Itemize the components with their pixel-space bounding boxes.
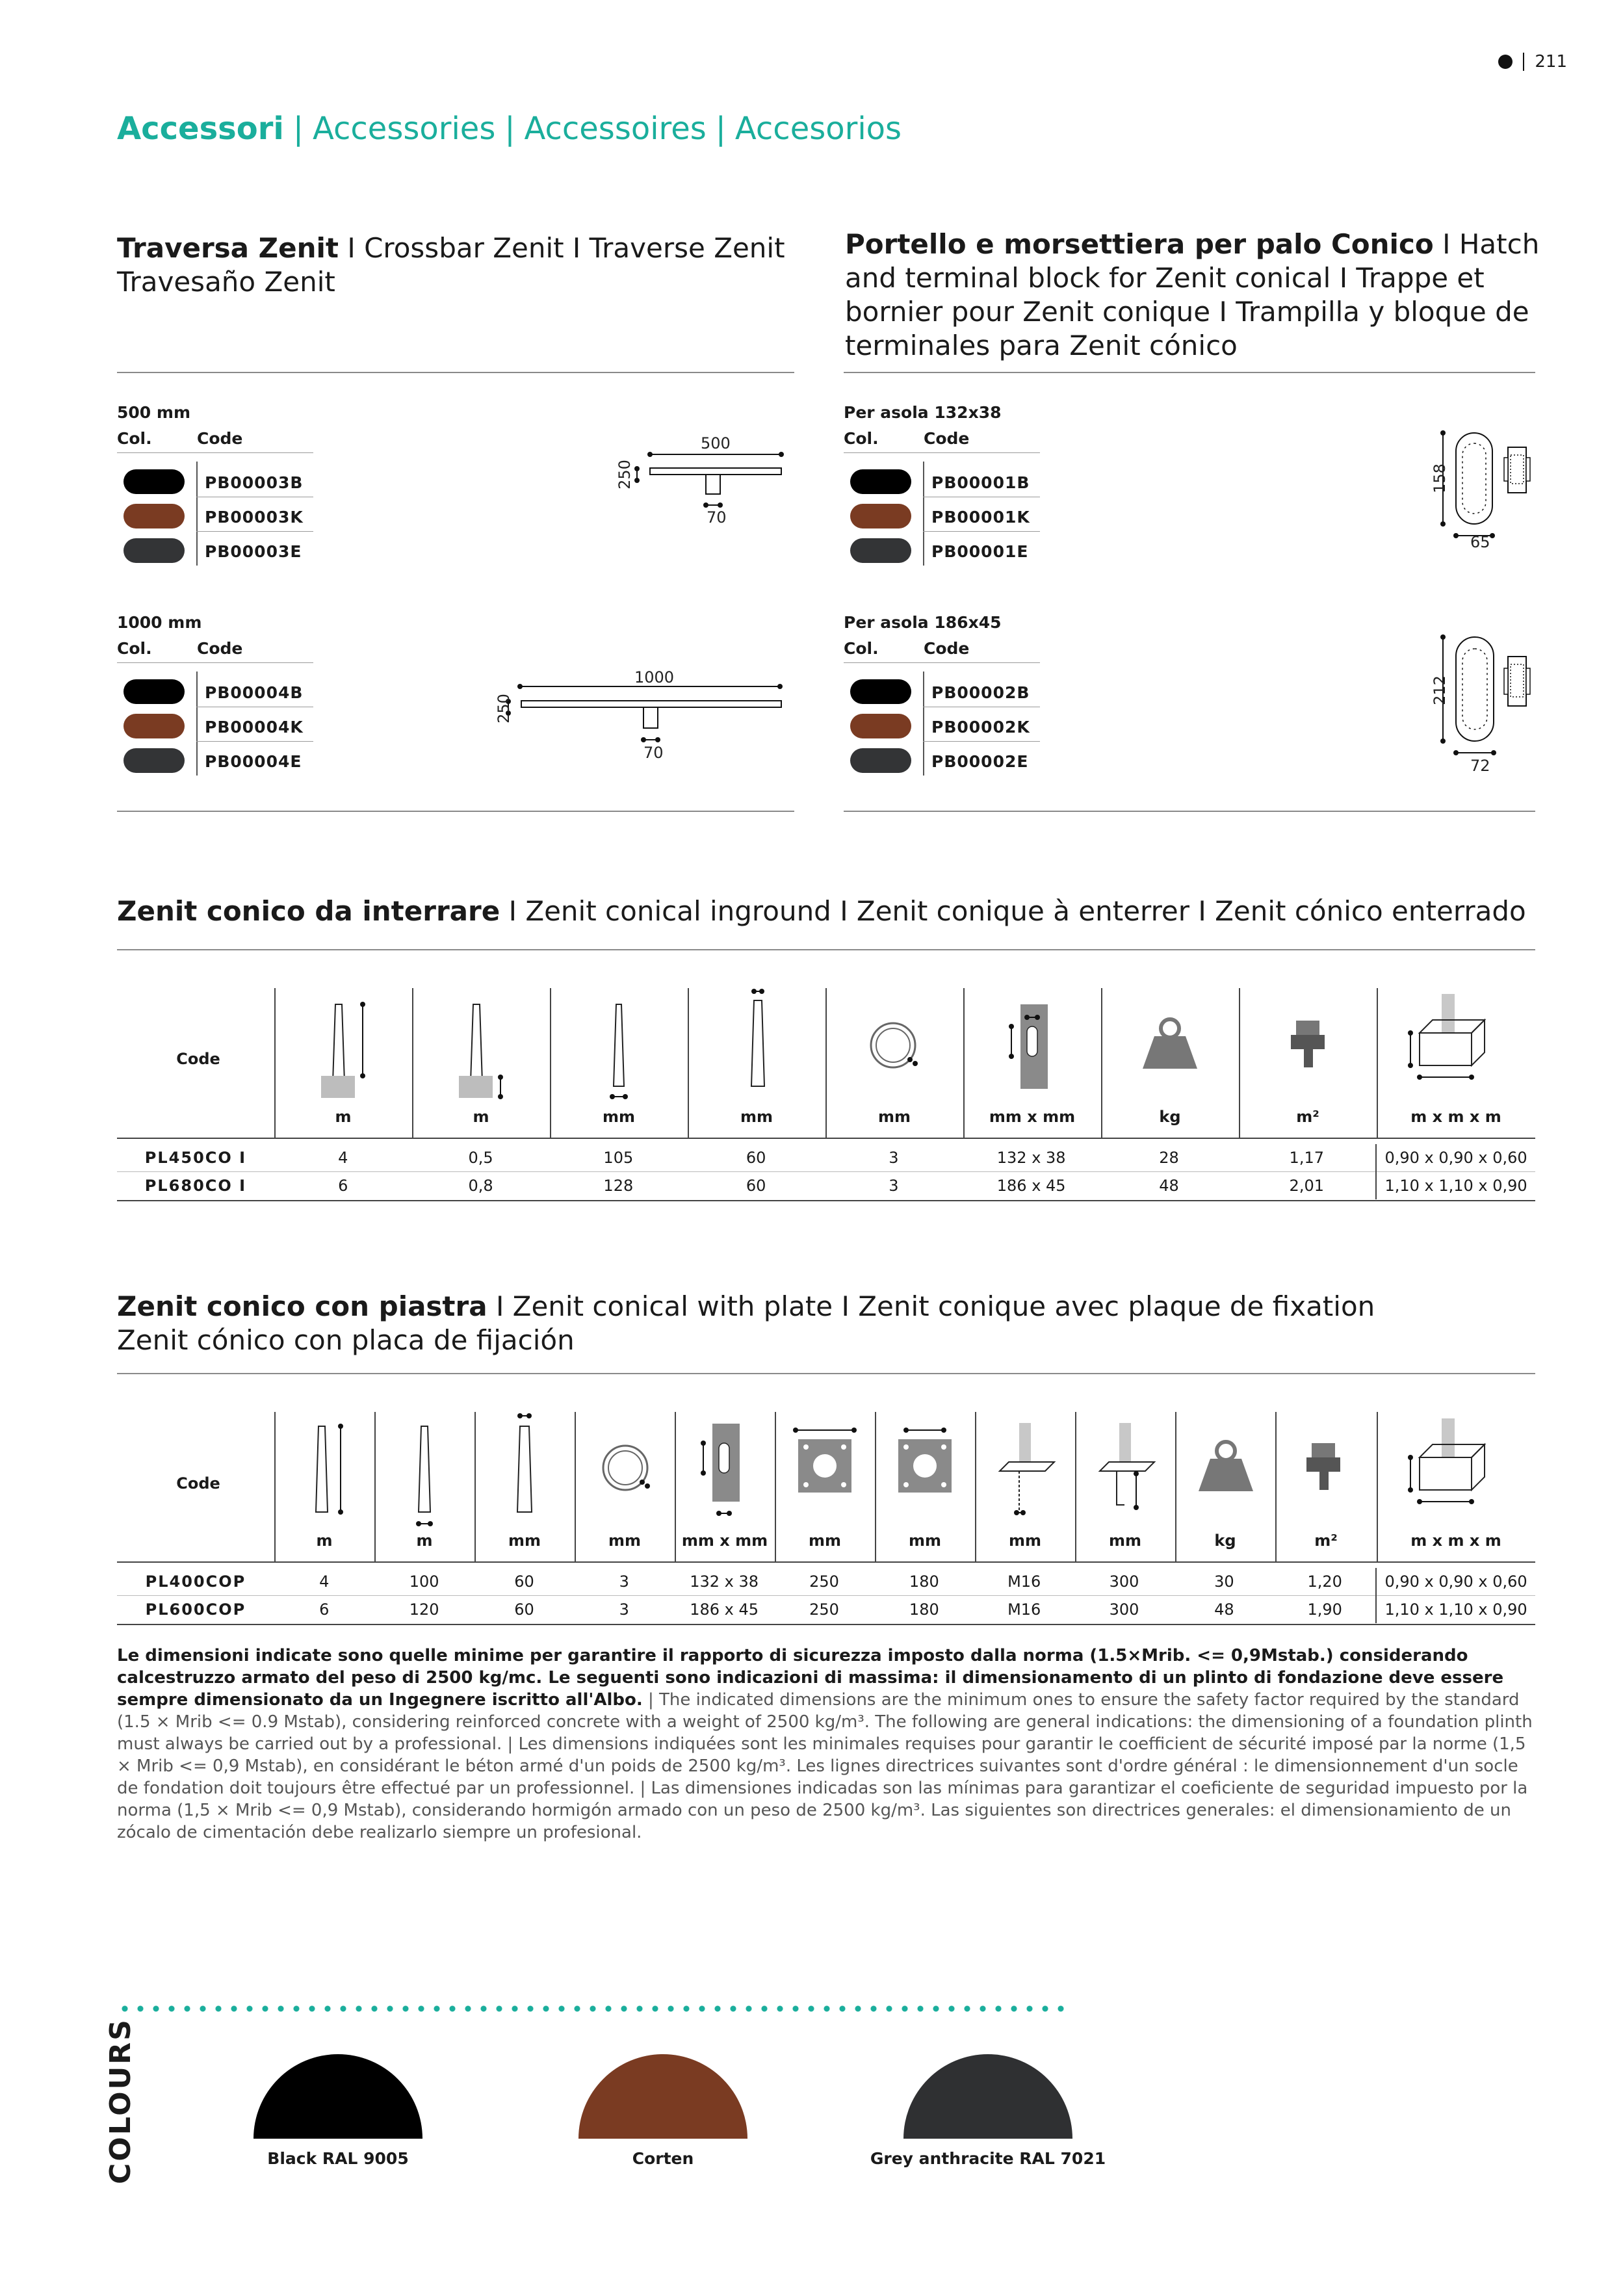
dim-base: 70: [643, 744, 664, 762]
table-cell: 1,20: [1307, 1572, 1342, 1591]
divider: [117, 1624, 1535, 1625]
table-cell: 48: [1159, 1177, 1179, 1195]
table-cell: 250: [809, 1572, 839, 1591]
swatch-corten: [123, 504, 185, 528]
header-en: Accessories: [313, 111, 496, 147]
row-code: PL450CO I: [144, 1149, 247, 1167]
unit-label: m: [416, 1532, 433, 1550]
header-es: Accesorios: [734, 111, 902, 147]
table-cell: 2,01: [1289, 1177, 1324, 1195]
unit-label: mm x mm: [681, 1532, 768, 1550]
swatch-grey: [123, 748, 185, 773]
table-cell: 300: [1109, 1572, 1139, 1591]
plate-size-icon: [789, 1424, 861, 1508]
pole-top-diameter-icon: [499, 1409, 551, 1526]
table-cell: 105: [603, 1149, 634, 1167]
foundation-icon: [1404, 991, 1495, 1089]
dim-width: 1000: [634, 668, 675, 686]
divider: [844, 372, 1535, 373]
product-code: PB00002B: [931, 683, 1030, 702]
plate-title: [117, 1290, 1547, 1357]
product-code: PB00001E: [931, 542, 1029, 561]
divider: [844, 662, 1040, 663]
dim-width: 500: [701, 434, 731, 452]
plate-title-bold: Zenit conico con piastra: [117, 1290, 487, 1322]
dim-height: 158: [1430, 463, 1449, 493]
crossbar-title: Traversa Zenit I Crossbar Zenit I Traverse Zenit Travesaño Zenit: [117, 232, 785, 298]
table-cell: 0,8: [468, 1177, 493, 1195]
table-cell: 3: [619, 1572, 629, 1591]
colour-swatch-black: [253, 2054, 422, 2139]
unit-label: m x m x m: [1410, 1108, 1501, 1126]
swatch-black: [123, 469, 185, 494]
crossbar-title-es: Travesaño Zenit: [117, 266, 335, 298]
inground-title-bold: Zenit conico da interrare: [117, 895, 500, 927]
unit-label: mm: [908, 1532, 941, 1550]
divider: [117, 1373, 1535, 1374]
dim-base: 70: [707, 508, 727, 527]
foundation-icon: [1404, 1416, 1495, 1513]
divider: [117, 949, 1535, 950]
slot-size-icon: [998, 998, 1070, 1102]
col-header: Col.: [117, 639, 152, 658]
table-cell: 180: [909, 1600, 939, 1619]
row-code: PL680CO I: [144, 1177, 247, 1195]
table-cell: 1,10 x 1,10 x 0,90: [1376, 1172, 1535, 1200]
inground-title-rest: I Zenit conical inground I Zenit conique à enterrer I Zenit cónico enterrado: [508, 895, 1526, 927]
divider: [923, 672, 924, 776]
header-fr: Accessoires: [524, 111, 707, 147]
unit-label: m: [335, 1108, 352, 1126]
bolt-spacing-icon: [889, 1424, 961, 1508]
colours-label: COLOURS: [104, 2018, 137, 2184]
hatch-title-rest: I Hatch and terminal block for Zenit conical I Trappe et bornier pour Zenit conique I Trampilla y bloque de terminales para Zenit cónico: [845, 228, 1540, 361]
product-code: PB00001K: [931, 508, 1030, 527]
code-header: Code: [176, 1050, 220, 1068]
table-cell: 6: [338, 1177, 348, 1195]
thickness-icon: [862, 1014, 927, 1079]
divider: [196, 531, 313, 532]
product-code: PB00003K: [205, 508, 304, 527]
swatch-grey: [850, 748, 911, 773]
swatch-grey: [850, 538, 911, 563]
inground-title: [117, 894, 1547, 928]
divider: [117, 1561, 1535, 1563]
table-cell: 60: [746, 1177, 766, 1195]
note-it: Le dimensioni indicate sono quelle minime per garantire il rapporto di sicurezza imposto dalla norma (1.5×Mrib. <= 0,9Mstab.) considerando calcestruzzo armato del peso di 2500 kg/mc. Le seguenti sono indicazioni di massima: il dimensionamento di un plinto di fondazione deve essere sempre dimensionato da un Ingegnere iscritto all'Albo.: [117, 1646, 1504, 1710]
unit-label: kg: [1159, 1108, 1181, 1126]
dim-width: 72: [1470, 757, 1490, 775]
table-cell: 6: [319, 1600, 330, 1619]
section-header: Accessori | Accessories | Accessoires | Accesorios: [117, 111, 902, 147]
table-cell: 186 x 45: [996, 1177, 1066, 1195]
table-cell: 132 x 38: [690, 1572, 759, 1591]
table-cell: M16: [1007, 1572, 1041, 1591]
swatch-black: [850, 679, 911, 704]
dotted-divider: [117, 2005, 1066, 2012]
unit-label: m: [473, 1108, 489, 1126]
weight-icon: [1137, 1014, 1202, 1079]
pole-height-icon: [312, 998, 377, 1102]
divider: [117, 372, 794, 373]
unit-label: mm: [740, 1108, 773, 1126]
table-cell: 186 x 45: [690, 1600, 759, 1619]
divider: [117, 662, 313, 663]
row-code: PL400COP: [145, 1572, 246, 1591]
table-row: [117, 1144, 1535, 1172]
code-header: Code: [197, 639, 243, 658]
divider: [923, 741, 1040, 742]
unit-label: mm: [877, 1108, 911, 1126]
product-code: PB00001B: [931, 473, 1030, 492]
divider: [923, 462, 924, 566]
anchor-bolt-icon: [991, 1420, 1062, 1531]
header-main: Accessori: [117, 111, 284, 147]
col-header: Col.: [117, 429, 152, 448]
divider: [117, 811, 794, 812]
swatch-corten: [850, 714, 911, 738]
product-code: PB00002K: [931, 718, 1030, 737]
code-header: Code: [176, 1474, 220, 1493]
swatch-black: [123, 679, 185, 704]
divider: [196, 462, 198, 566]
group-size: 1000 mm: [117, 613, 202, 632]
swatch-corten: [850, 504, 911, 528]
product-code: PB00004E: [205, 752, 302, 771]
unit-label: kg: [1214, 1532, 1236, 1550]
product-code: PB00002E: [931, 752, 1029, 771]
divider: [117, 1138, 1535, 1139]
divider: [1523, 53, 1524, 71]
colour-swatch-corten: [578, 2054, 747, 2139]
table-cell: 60: [514, 1600, 534, 1619]
dim-height: 250: [615, 460, 634, 489]
table-cell: 180: [909, 1572, 939, 1591]
product-code: PB00003E: [205, 542, 302, 561]
swatch-black: [850, 469, 911, 494]
colour-name: Black RAL 9005: [267, 2149, 409, 2168]
divider: [117, 452, 313, 453]
table-cell: 3: [889, 1177, 899, 1195]
page-number: [1498, 52, 1567, 72]
table-row: [117, 1172, 1535, 1200]
divider: [196, 741, 313, 742]
weight-icon: [1193, 1437, 1258, 1502]
table-cell: 120: [409, 1600, 439, 1619]
table-row: [117, 1596, 1535, 1624]
table-cell: 4: [319, 1572, 330, 1591]
table-cell: 0,90 x 0,90 x 0,60: [1376, 1568, 1535, 1596]
pole-top-diameter-icon: [725, 985, 790, 1102]
unit-label: mm: [508, 1532, 541, 1550]
divider: [844, 452, 1040, 453]
swatch-grey: [123, 538, 185, 563]
plate-table: [117, 1568, 1535, 1623]
unit-label: mm: [1008, 1532, 1041, 1550]
unit-label: mm: [602, 1108, 635, 1126]
unit-label: m x m x m: [1410, 1532, 1501, 1550]
table-cell: 0,5: [468, 1149, 493, 1167]
unit-label: mm x mm: [989, 1108, 1076, 1126]
table-cell: 60: [746, 1149, 766, 1167]
pole-base-diameter-icon: [399, 1417, 451, 1534]
plate-title-es: Zenit cónico con placa de fijación: [117, 1324, 575, 1356]
table-cell: 30: [1214, 1572, 1234, 1591]
inground-table: [117, 1144, 1535, 1199]
product-code: PB00004B: [205, 683, 304, 702]
table-cell: 4: [338, 1149, 348, 1167]
row-code: PL600COP: [145, 1600, 246, 1619]
colour-name: Grey anthracite RAL 7021: [870, 2149, 1106, 2168]
code-header: Code: [924, 639, 970, 658]
crossbar-title-rest: Crossbar Zenit I Traverse Zenit: [364, 232, 785, 264]
wind-area-icon: [1293, 1437, 1358, 1502]
pole-inground-icon: [450, 998, 515, 1102]
table-cell: 60: [514, 1572, 534, 1591]
table-cell: 128: [603, 1177, 634, 1195]
table-cell: M16: [1007, 1600, 1041, 1619]
table-cell: 300: [1109, 1600, 1139, 1619]
dimension-note: [117, 1645, 1540, 1844]
table-cell: 132 x 38: [996, 1149, 1066, 1167]
thickness-icon: [594, 1437, 659, 1502]
hatch-title-bold: Portello e morsettiera per palo Conico: [845, 228, 1434, 260]
code-header: Code: [924, 429, 970, 448]
unit-label: m: [316, 1532, 333, 1550]
table-cell: 100: [409, 1572, 439, 1591]
unit-label: m²: [1314, 1532, 1338, 1550]
table-cell: 28: [1159, 1149, 1179, 1167]
divider: [923, 531, 1040, 532]
note-translations: | The indicated dimensions are the minimum ones to ensure the safety factor required by the standard (1.5 × Mrib <= 0.9 Mstab), considering reinforced concrete with a weight of 2500 kg/m³. The following are general indications: the dimensioning of a foundation plinth must always be carried out by a professional. | Les dimensions indiquées sont les minimales requises pour garantir le coefficient de sécurité imposé par la norme (1,5 × Mrib <= 0,9 Mstab), en considérant le béton armé d'un poids de 2500 kg/m³. Les lignes directrices suivantes sont d'ordre général : le dimensionnement d'un socle de fondation doit toujours être effectué par un professionnel. | Las dimensiones indicadas son las mínimas para garantizar el coeficiente de seguridad impuesto por la norma (1,5 × Mrib <= 0,9 Mstab), considerando hormigón armado con un peso de 2500 kg/m³. Las siguientes son directrices generales: el dimensionamiento de un zócalo de cimentación debe realizarlo siempre un profesional.: [117, 1690, 1533, 1842]
group-size: Per asola 132x38: [844, 403, 1002, 422]
dim-height: 250: [494, 694, 513, 724]
plate-title-rest: I Zenit conical with plate I Zenit conique avec plaque de fixation: [495, 1290, 1375, 1322]
slot-size-icon: [690, 1417, 762, 1521]
divider: [196, 672, 198, 776]
unit-label: mm: [608, 1532, 641, 1550]
dim-width: 65: [1470, 533, 1490, 551]
code-header: Code: [197, 429, 243, 448]
pole-height-icon: [299, 1417, 351, 1521]
col-header: Col.: [844, 639, 879, 658]
divider: [844, 811, 1535, 812]
unit-label: mm: [808, 1532, 841, 1550]
col-header: Col.: [844, 429, 879, 448]
divider: [117, 1200, 1535, 1201]
hatch-title: [845, 228, 1547, 363]
table-cell: 1,10 x 1,10 x 0,90: [1376, 1596, 1535, 1624]
colour-name: Corten: [632, 2149, 694, 2168]
table-row: [117, 1568, 1535, 1596]
unit-label: mm: [1108, 1532, 1141, 1550]
product-code: PB00003B: [205, 473, 304, 492]
table-cell: 1,90: [1307, 1600, 1342, 1619]
page-number-text: 211: [1535, 52, 1567, 72]
wind-area-icon: [1278, 1014, 1343, 1079]
group-size: Per asola 186x45: [844, 613, 1002, 632]
anchor-length-icon: [1091, 1420, 1162, 1531]
crossbar-title-bold: Traversa Zenit: [117, 232, 339, 264]
dim-height: 212: [1430, 675, 1449, 705]
table-cell: 3: [889, 1149, 899, 1167]
bullet-icon: [1498, 55, 1513, 69]
table-cell: 0,90 x 0,90 x 0,60: [1376, 1144, 1535, 1172]
table-cell: 3: [619, 1600, 629, 1619]
table-cell: 250: [809, 1600, 839, 1619]
product-code: PB00004K: [205, 718, 304, 737]
swatch-corten: [123, 714, 185, 738]
colour-swatch-grey: [903, 2054, 1072, 2139]
table-cell: 48: [1214, 1600, 1234, 1619]
table-cell: 1,17: [1289, 1149, 1324, 1167]
unit-label: m²: [1296, 1108, 1319, 1126]
group-size: 500 mm: [117, 403, 190, 422]
pole-base-diameter-icon: [588, 998, 653, 1102]
